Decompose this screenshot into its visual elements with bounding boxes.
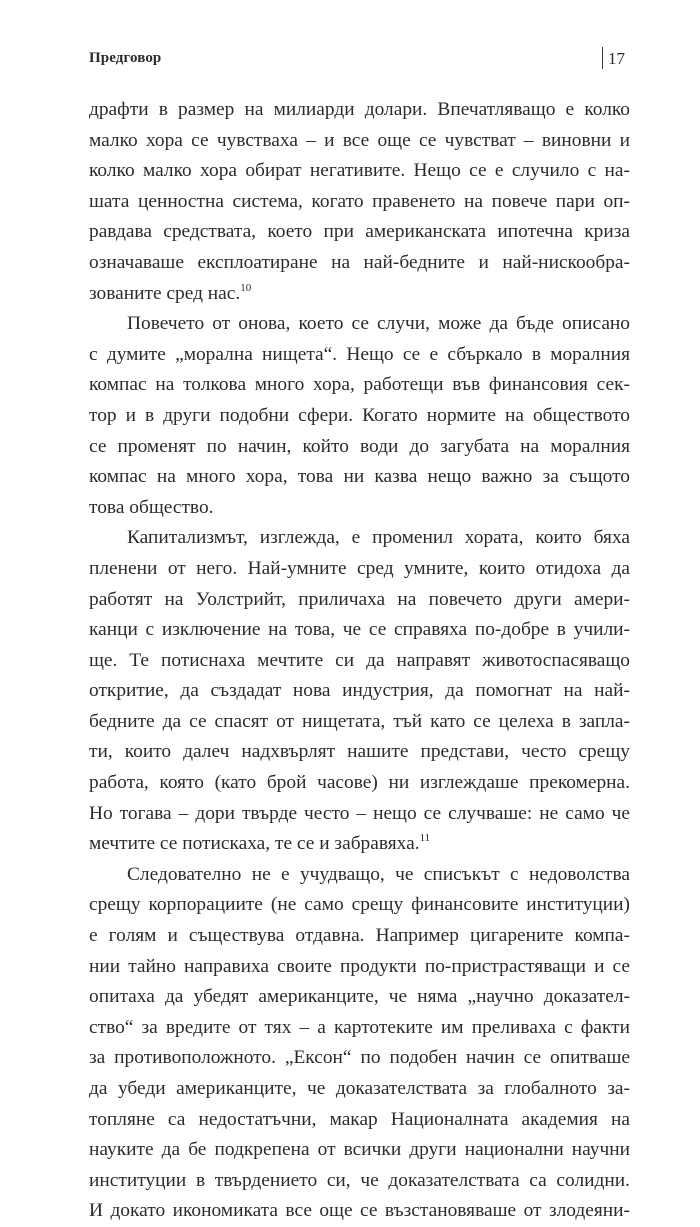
text-line-content: зованите сред нас. <box>89 282 241 304</box>
text-line: ти, които далеч надхвърлят нашите представи, често срещу <box>89 741 630 763</box>
text-line: Повечето от онова, което се случи, може да бъде описано <box>127 313 630 335</box>
text-line: компас на много хора, това ни казва нещо важно за същото <box>89 466 630 488</box>
chapter-title: Предговор <box>89 50 162 66</box>
footnote-marker[interactable]: 11 <box>419 832 431 845</box>
text-line: институции в твърдението си, че доказателствата са солидни. <box>89 1169 630 1191</box>
body-text <box>89 95 630 1227</box>
running-head <box>89 47 625 71</box>
text-line: опитаха да убедят американците, че няма „научно доказател- <box>89 986 630 1008</box>
text-line: И докато икономиката все още се възстановяваше от злодеяни- <box>89 1200 630 1222</box>
text-line <box>89 279 630 310</box>
paragraph-3 <box>89 523 630 860</box>
text-line: тор и в други подобни сфери. Когато нормите на обществото <box>89 404 630 426</box>
text-line: пленени от него. Най-умните сред умните, които отидоха да <box>89 557 630 579</box>
text-line: срещу корпорациите (не само срещу финансовите институции) <box>89 894 630 916</box>
text-line: колко малко хора обират негативите. Нещо се е случило с на- <box>89 160 630 182</box>
text-line: топляне са недостатъчни, макар Националната академия на <box>89 1108 630 1130</box>
footnote-marker[interactable]: 10 <box>240 281 252 294</box>
text-line: е голям и съществува отдавна. Например цигарените компа- <box>89 925 630 947</box>
paragraph-4 <box>89 860 630 1227</box>
text-line <box>89 829 630 860</box>
text-line: да убеди американците, че доказателствата за глобалното за- <box>89 1078 630 1099</box>
text-line: се променят по начин, който води до загубата на моралния <box>89 435 630 457</box>
text-line: ще. Те потиснаха мечтите си да направят животоспасяващо <box>89 649 630 671</box>
text-line-content: мечтите се потискаха, те се и забравяха. <box>89 833 420 855</box>
page-number: 17 <box>608 49 625 68</box>
text-line: малко хора се чувстваха – и все още се чувстват – виновни и <box>89 129 630 151</box>
text-line: за противоположното. „Ексон“ по подобен начин се опитваше <box>89 1047 630 1069</box>
text-line: Капитализмът, изглежда, е променил хората, които бяха <box>127 527 630 549</box>
text-line: с думите „морална нищета“. Нещо се е сбъркало в моралния <box>89 343 630 365</box>
paragraph-1 <box>89 95 630 309</box>
text-line: работа, която (като брой часове) ни изглеждаше прекомерна. <box>89 772 630 794</box>
text-line: шата ценностна система, когато правенето на повече пари оп- <box>89 190 630 212</box>
text-line: компас на толкова много хора, работещи във финансовия сек- <box>89 374 630 396</box>
text-line: бедните да се спасят от нищетата, тъй като се целеха в запла- <box>89 710 630 732</box>
text-line: нии тайно направиха своите продукти по-пристрастяващи и се <box>89 955 630 977</box>
text-line: означаваше експлоатиране на най-бедните и най-нискообра- <box>89 251 630 273</box>
text-line: Следователно не е учудващо, че списъкът с недоволства <box>127 863 630 885</box>
header-divider <box>602 47 603 69</box>
text-line: драфти в размер на милиарди долари. Впечатляващо е колко <box>89 99 630 120</box>
text-line: откритие, да създадат нова индустрия, да помогнат на най- <box>89 680 630 702</box>
paragraph-2 <box>89 309 630 523</box>
text-line: ство“ за вредите от тях – а картотеките им преливаха с факти <box>89 1016 630 1038</box>
text-line: Но тогава – дори твърде често – нещо се случваше: не само че <box>89 802 630 824</box>
text-line: равдава средствата, което при американската ипотечна криза <box>89 221 630 243</box>
text-line: това общество. <box>89 496 214 518</box>
text-line: работят на Уолстрийт, приличаха на повечето други амери- <box>89 588 630 610</box>
text-line: науките да бе подкрепена от всички други национални научни <box>89 1139 630 1161</box>
text-line: канци с изключение на това, че се справяха по-добре в учили- <box>89 619 630 641</box>
